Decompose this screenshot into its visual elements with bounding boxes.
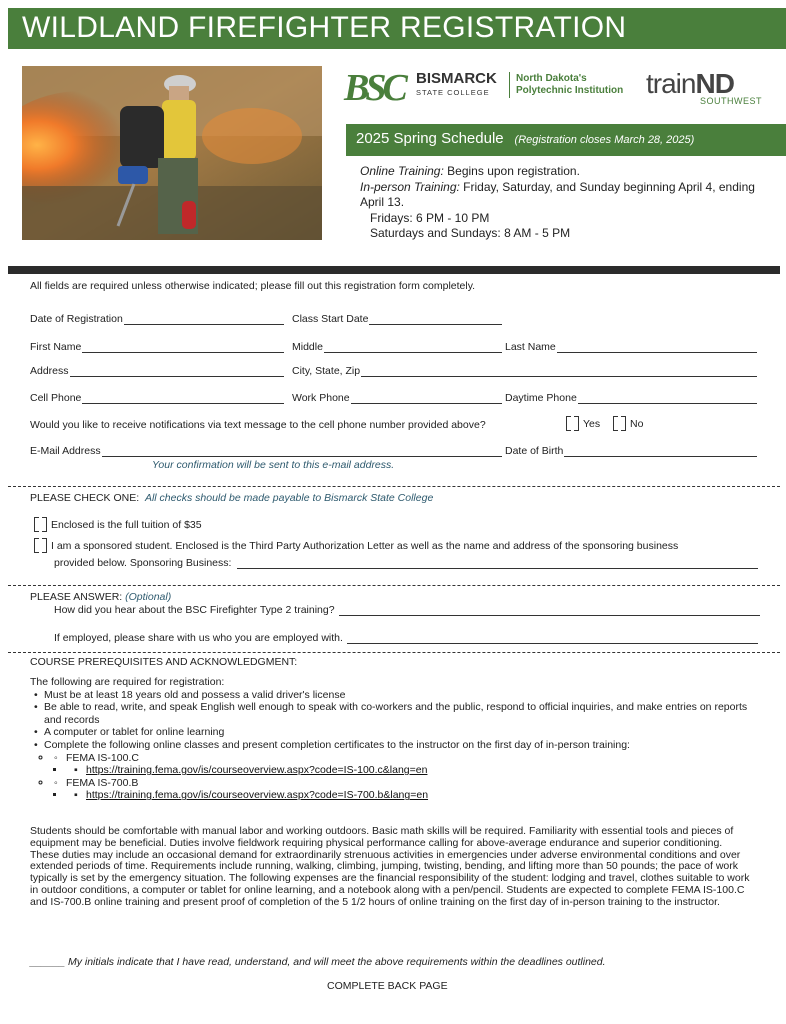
last-name-field[interactable]: Last Name: [505, 341, 757, 353]
bsc-logo: BSC BISMARCK STATE COLLEGE North Dakota's Polytechnic Institution: [344, 67, 624, 109]
date-of-birth-field[interactable]: Date of Birth: [505, 445, 757, 457]
requirements-paragraph: Students should be comfortable with manual labor and working outdoors. Basic math skills will be required. Familiarity with essential tools and pieces of equipment may be beneficial. Duties involve fieldwork requiring physical performance calling for above-average endurance and superior conditioning. These duties may include an occasional demand for extraordinarily strenuous activities in emergencies under adverse environmental conditions and over extended periods of time. Requirements include running, walking, climbing, jumping, twisting, bending, and lifting more than 50 pounds; the pace of work typically is set by the emergency situation. The following expenses are the financial responsibility of the student: lodging and travel, clothes suitable to work in outdoor conditions, a computer or tablet for online learning, and a notebook along with a pen/pencil. Students are expected to complete FEMA IS-100.C and IS-700.B online training and present proof of completion of the 5 1/2 hours of online training on the first day of in-person training to the instructor.: [30, 825, 750, 908]
form-intro: All fields are required unless otherwise indicated; please fill out this registration form completely.: [30, 280, 476, 292]
prereq-heading: COURSE PREREQUISITES AND ACKNOWLEDGMENT:: [30, 656, 298, 668]
no-checkbox-icon[interactable]: [613, 416, 626, 429]
list-item: • Be able to read, write, and speak English well enough to speak with co-workers and the public, respond to official inquiries, and make entries on reports and records: [30, 701, 760, 726]
sponsored-student-option[interactable]: I am a sponsored student. Enclosed is the Third Party Authorization Letter as well as the name and address of the sponsoring business: [34, 538, 678, 552]
footer-note: COMPLETE BACK PAGE: [327, 980, 448, 992]
list-item: • Complete the following online classes and present completion certificates to the instructor on the first day of in-person training: ◦ ◦ FEMA IS-100.C ▪ ▪ https://training.fema.gov/is/courseoverview.aspx?code=IS-100.c&lang=en ◦ ◦ FEMA IS-700.B ▪ ▪ https://training.fema.gov/is/courseoverview.aspx?code=IS-700.b&lang=en: [30, 739, 760, 802]
first-name-field[interactable]: First Name: [30, 341, 284, 353]
yes-checkbox-icon[interactable]: [566, 416, 579, 429]
middle-name-field[interactable]: Middle: [292, 341, 502, 353]
class-start-date-field[interactable]: Class Start Date: [292, 313, 502, 325]
sponsoring-business-field[interactable]: provided below. Sponsoring Business:: [54, 557, 758, 569]
daytime-phone-field[interactable]: Daytime Phone: [505, 392, 757, 404]
text-notification-question: Would you like to receive notifications via text message to the cell phone number provided above?: [30, 419, 486, 431]
text-yes-option[interactable]: Yes: [566, 416, 600, 430]
initials-acknowledgment[interactable]: ______ My initials indicate that I have read, understand, and will meet the above requirements within the deadlines outlined.: [30, 956, 606, 968]
how-did-you-hear-field[interactable]: How did you hear about the BSC Firefighter Type 2 training?: [54, 604, 760, 616]
text-no-option[interactable]: No: [613, 416, 643, 430]
fema-700-link[interactable]: https://training.fema.gov/is/courseoverview.aspx?code=IS-700.b&lang=en: [86, 789, 429, 802]
full-tuition-checkbox-icon[interactable]: [34, 517, 47, 530]
cell-phone-field[interactable]: Cell Phone: [30, 392, 284, 404]
schedule-banner: [346, 124, 786, 156]
list-item: ◦ ◦ FEMA IS-700.B ▪ ▪ https://training.fema.gov/is/courseoverview.aspx?code=IS-700.b&lang=en: [52, 777, 760, 802]
firefighter-photo: [22, 66, 322, 240]
section-divider: [8, 486, 780, 487]
page-title: WILDLAND FIREFIGHTER REGISTRATION: [8, 8, 786, 49]
list-item: • Must be at least 18 years old and possess a valid driver's license: [30, 689, 760, 702]
city-state-zip-field[interactable]: City, State, Zip: [292, 365, 757, 377]
section-divider: [8, 585, 780, 586]
employer-field[interactable]: If employed, please share with us who you are employed with.: [54, 632, 758, 644]
full-tuition-option[interactable]: Enclosed is the full tuition of $35: [34, 517, 202, 531]
section-divider: [8, 652, 780, 653]
email-field[interactable]: E-Mail Address: [30, 445, 502, 457]
sponsored-checkbox-icon[interactable]: [34, 538, 47, 551]
prereq-list: The following are required for registration: • Must be at least 18 years old and possess a valid driver's license • Be able to read, write, and speak English well enough to speak with co-workers and the public, respond to official inquiries, and make entries on reports and records • A computer or tablet for online learning • Complete the following online classes and present completion certificates to the instructor on the first day of in-person training: ◦ ◦ FEMA IS-100.C ▪ ▪ https://training.fema.gov/is/courseoverview.aspx?code=IS-100.c&lang=en ◦ ◦ FEMA IS-700.B ▪ ▪ https://training.fema.gov/is/courseoverview.aspx?code=IS-700.b&lang=en: [30, 676, 760, 802]
list-item: ◦ ◦ FEMA IS-100.C ▪ ▪ https://training.fema.gov/is/courseoverview.aspx?code=IS-100.c&lang=en: [52, 752, 760, 777]
trainnd-logo: trainND SOUTHWEST: [646, 68, 762, 106]
header-divider: [8, 266, 780, 274]
email-confirmation-note: Your confirmation will be sent to this e-mail address.: [152, 459, 395, 471]
date-of-registration-field[interactable]: Date of Registration: [30, 313, 284, 325]
answer-heading: PLEASE ANSWER: (Optional): [30, 591, 172, 603]
schedule-details: Online Training: Begins upon registration. In-person Training: Friday, Saturday, and Sunday beginning April 4, ending April 13. Fridays: 6 PM - 10 PM Saturdays and Sundays: 8 AM - 5 PM: [360, 164, 755, 240]
check-one-heading: PLEASE CHECK ONE: All checks should be made payable to Bismarck State College: [30, 492, 434, 504]
schedule-title: 2025 Spring Schedule: [356, 130, 504, 147]
registration-close-note: (Registration closes March 28, 2025): [514, 134, 695, 146]
address-field[interactable]: Address: [30, 365, 284, 377]
work-phone-field[interactable]: Work Phone: [292, 392, 502, 404]
list-item: • A computer or tablet for online learning: [30, 726, 760, 739]
fema-100-link[interactable]: https://training.fema.gov/is/courseoverview.aspx?code=IS-100.c&lang=en: [86, 764, 428, 777]
